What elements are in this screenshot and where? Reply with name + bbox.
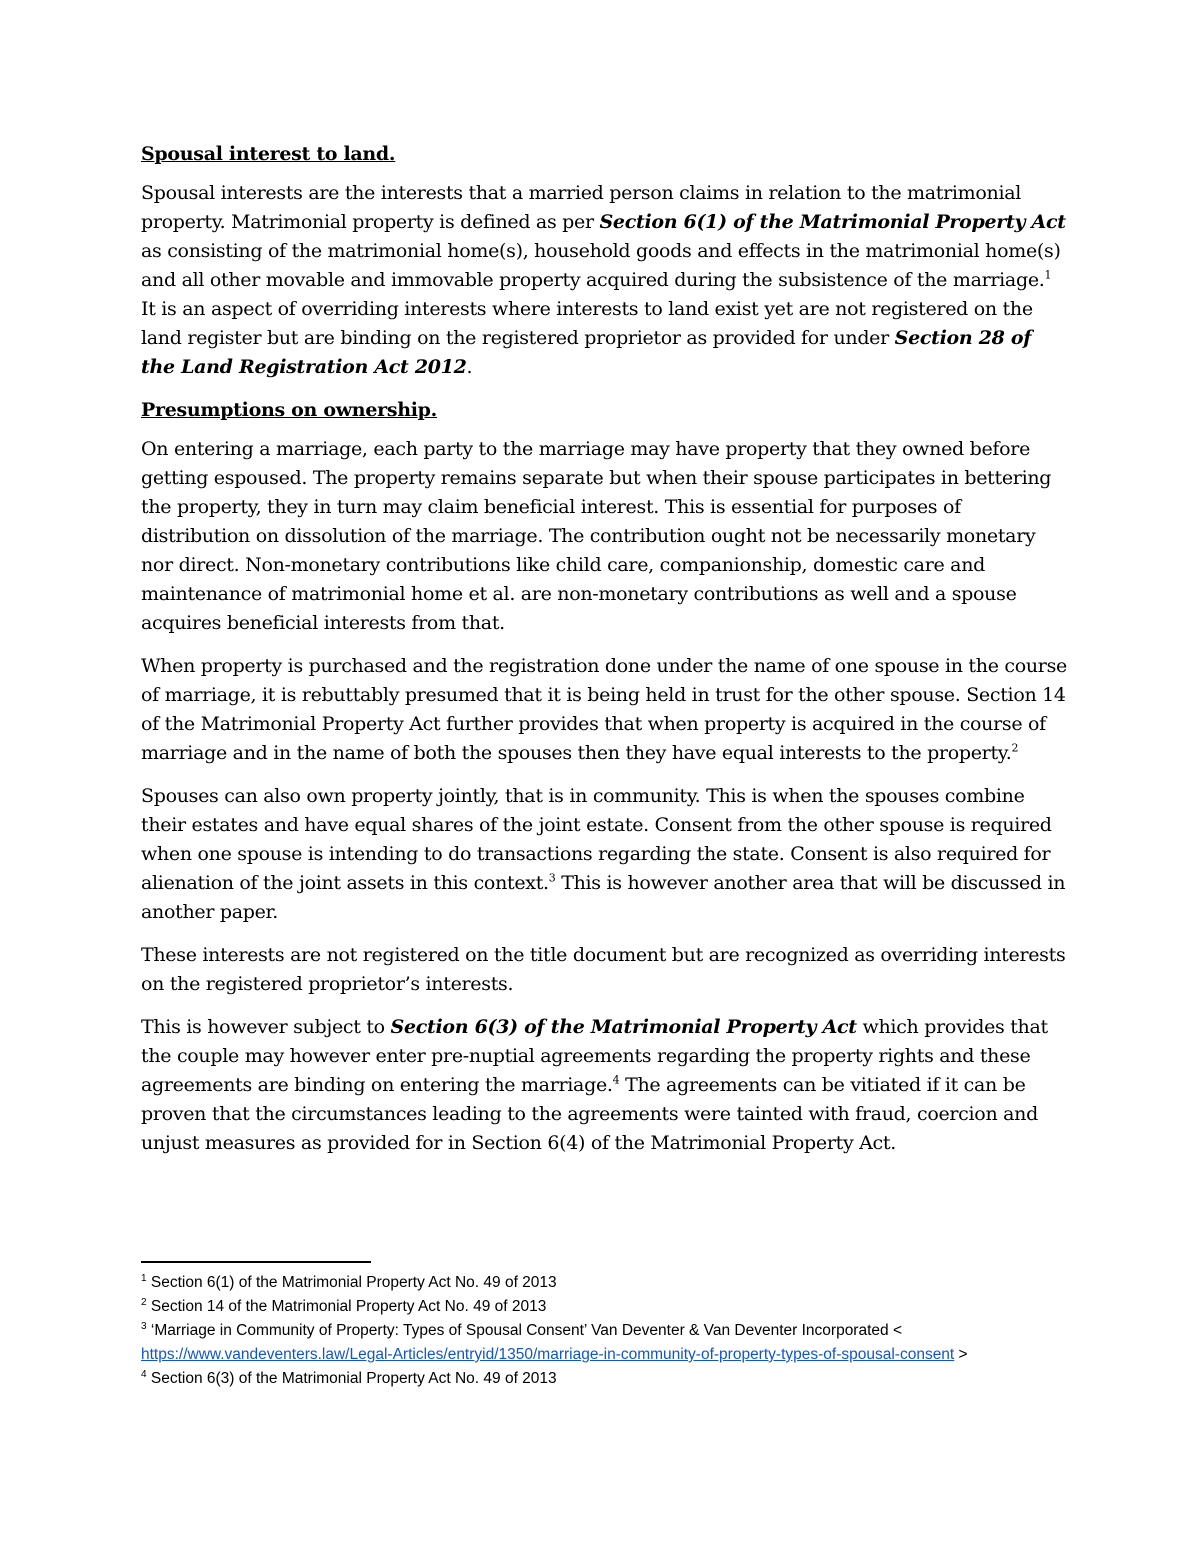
text: This is however subject to — [141, 1016, 391, 1038]
text: . — [466, 356, 473, 378]
footnote-ref-2[interactable]: 2 — [1011, 741, 1019, 755]
paragraph-overriding-interests: These interests are not registered on the title document but are recognized as overriding interests on the registered proprietor’s interests. — [141, 944, 1066, 995]
footnote-link[interactable]: https://www.vandeventers.law/Legal-Articles/entryid/1350/marriage-in-community-of-property-types-of-spousal-consent — [141, 1346, 955, 1363]
footnote-3 — [141, 1319, 1071, 1367]
footnote-number: 4 — [141, 1368, 147, 1380]
heading-spousal-interest: Spousal interest to land. — [141, 143, 396, 165]
citation-section-28: Section 28 of the Land Registration Act 2012 — [141, 327, 1032, 378]
footnote-ref-1[interactable]: 1 — [1044, 268, 1052, 282]
citation-section-6-1: Section 6(1) of the Matrimonial Property Act — [599, 211, 1066, 233]
footnote-text-after: > — [954, 1346, 968, 1363]
footnote-number: 1 — [141, 1272, 147, 1284]
paragraph-spousal-interests — [141, 179, 1071, 382]
footnote-separator — [141, 1261, 371, 1263]
citation-section-6-3: Section 6(3) of the Matrimonial Property Act — [390, 1016, 857, 1038]
document-body — [141, 140, 1071, 1172]
text: which provides that the couple may however enter pre-nuptial agreements regarding the property rights and these agreements are binding on entering the marriage. — [141, 1016, 1048, 1096]
text: This is however another area that will be discussed in another paper. — [141, 872, 1066, 923]
text: It is an aspect of overriding interests where interests to land exist yet are not registered on the land register but are binding on the registered proprietor as provided for under — [141, 298, 1033, 349]
text: When property is purchased and the registration done under the name of one spouse in the course of marriage, it is rebuttably presumed that it is being held in trust for the other spouse. Section 14 of the Matrimonial Property Act further provides that when property is acquired in the course of marriage and in the name of both the spouses then they have equal interests to the property. — [141, 655, 1067, 764]
footnote-text: Section 14 of the Matrimonial Property Act No. 49 of 2013 — [146, 1298, 547, 1315]
text: as consisting of the matrimonial home(s), household goods and effects in the matrimonial home(s) and all other movable and immovable property acquired during the subsistence of the marriage. — [141, 240, 1061, 291]
footnote-4 — [141, 1367, 1071, 1391]
footnote-text: Section 6(3) of the Matrimonial Property Act No. 49 of 2013 — [146, 1370, 557, 1387]
footnote-1 — [141, 1271, 1071, 1295]
footnote-text: ‘Marriage in Community of Property: Types of Spousal Consent’ Van Deventer & Van Deventer Incorporated < — [146, 1322, 902, 1339]
footnote-ref-4[interactable]: 4 — [612, 1073, 620, 1087]
paragraph-prenuptial — [141, 1013, 1071, 1158]
footnote-number: 3 — [141, 1320, 147, 1332]
heading-presumptions: Presumptions on ownership. — [141, 399, 437, 421]
text: Spousal interests are the interests that a married person claims in relation to the matrimonial property. Matrimonial property is defined as per — [141, 182, 1022, 233]
text: Spouses can also own property jointly, that is in community. This is when the spouses combine their estates and have equal shares of the joint estate. Consent from the other spouse is required when one spouse is intending to do transactions regarding the state. Consent is also required for alienation of the joint assets in this context. — [141, 785, 1052, 894]
footnote-2 — [141, 1295, 1071, 1319]
paragraph-community-property — [141, 782, 1071, 927]
paragraph-entering-marriage: On entering a marriage, each party to the marriage may have property that they owned before getting espoused. The property remains separate but when their spouse participates in bettering the property, they in turn may claim beneficial interest. This is essential for purposes of distribution on dissolution of the marriage. The contribution ought not be necessarily monetary nor direct. Non-monetary contributions like child care, companionship, domestic care and maintenance of matrimonial home et al. are non-monetary contributions as well and a spouse acquires beneficial interests from that. — [141, 438, 1052, 634]
footnote-ref-3[interactable]: 3 — [548, 871, 556, 885]
footnotes — [141, 1261, 1071, 1391]
footnote-text: Section 6(1) of the Matrimonial Property Act No. 49 of 2013 — [146, 1274, 557, 1291]
footnote-number: 2 — [141, 1296, 147, 1308]
text: The agreements can be vitiated if it can be proven that the circumstances leading to the agreements were tainted with fraud, coercion and unjust measures as provided for in Section 6(4) of the Matrimonial Property Act. — [141, 1074, 1038, 1154]
paragraph-registration-presumption — [141, 652, 1071, 768]
